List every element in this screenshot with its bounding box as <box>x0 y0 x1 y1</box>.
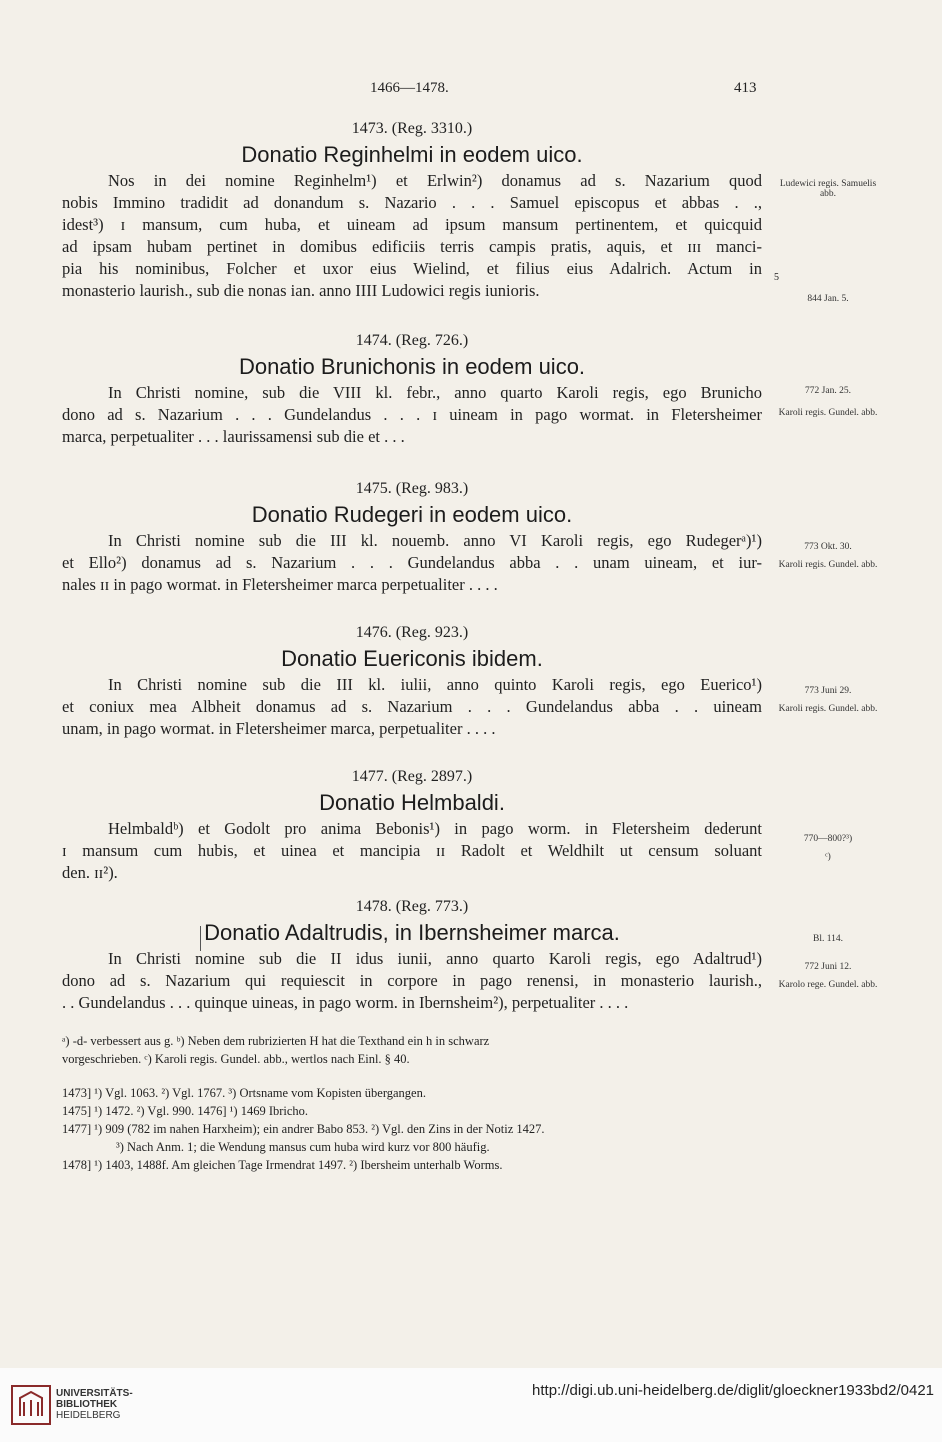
margin-note-date: 773 Juni 29. <box>804 686 852 696</box>
entry-title: Donatio Adaltrudis, in Ibernsheimer marca. <box>204 920 620 945</box>
source-url-link[interactable]: http://digi.ub.uni-heidelberg.de/diglit/gloeckner1933bd2/0421 <box>532 1382 934 1399</box>
entry-reg: 1477. (Reg. 2897.) <box>351 768 473 785</box>
entry-1473 <box>62 118 762 302</box>
entry-body <box>62 948 762 1014</box>
body-line: In Christi nomine, sub die VIII kl. febr., anno quarto Karoli regis, ego Brunicho <box>108 383 762 402</box>
entry-1476 <box>62 622 762 740</box>
body-line: ad ipsam hubam pertinet in domibus edificiis terris campis pratis, aquis, et ɪɪɪ manci- <box>62 237 762 256</box>
entry-reg: 1473. (Reg. 3310.) <box>351 120 473 137</box>
footnote-line: vorgeschrieben. ᶜ) Karoli regis. Gundel. abb., wertlos nach Einl. § 40. <box>62 1052 410 1066</box>
margin-note: Ludewici regis. Samuelis abb. <box>779 179 877 199</box>
entry-reg: 1478. (Reg. 773.) <box>355 898 469 915</box>
margin-note-date: 844 Jan. 5. <box>807 294 849 304</box>
body-line: unam, in pago wormat. in Fletersheimer marca, perpetualiter . . . . <box>62 719 496 738</box>
entry-body <box>62 382 762 448</box>
entry-body <box>62 530 762 596</box>
apparatus-notes <box>62 1032 762 1068</box>
commentary-notes <box>62 1084 762 1174</box>
entry-body <box>62 818 762 884</box>
entry-1474 <box>62 330 762 448</box>
body-line: den. ɪɪ²). <box>62 863 118 882</box>
library-name-line: BIBLIOTHEK <box>56 1399 118 1410</box>
line-number: 5 <box>774 272 779 283</box>
body-line: Helmbaldᵇ) et Godolt pro anima Bebonis¹) in pago worm. in Fletersheim dederunt <box>108 819 762 838</box>
footnote-line: ᵃ) -d- verbessert aus g. ᵇ) Neben dem rubrizierten H hat die Texthand ein h in schwarz <box>62 1034 490 1048</box>
margin-note-folio: Bl. 114. <box>813 934 843 944</box>
body-line: marca, perpetualiter . . . laurissamensi sub die et . . . <box>62 427 405 446</box>
body-line: In Christi nomine sub die III kl. nouemb. anno VI Karoli regis, ego Rudegerᵃ)¹) <box>108 531 762 550</box>
page-number: 413 <box>734 80 757 96</box>
body-line: idest³) ɪ mansum, cum huba, et uineam ad ipsum mansum pertinentem, et quicquid <box>62 215 762 234</box>
footnote-line: ³) Nach Anm. 1; die Wendung mansus cum huba wird kurz vor 800 häufig. <box>116 1140 490 1154</box>
body-line: et Ello²) donamus ad s. Nazarium . . . Gundelandus abba . . unam uineam, et iur- <box>62 553 762 572</box>
body-line: pia his nominibus, Folcher et uxor eius Wielind, et filius eius Adalrich. Actum in <box>62 259 762 278</box>
entry-title: Donatio Brunichonis in eodem uico. <box>238 354 586 379</box>
margin-note: Karoli regis. Gundel. abb. <box>778 704 878 714</box>
entry-title: Donatio Euericonis ibidem. <box>281 646 543 671</box>
margin-note-date: 772 Juni 12. <box>804 962 852 972</box>
entry-1475 <box>62 478 762 596</box>
margin-note: Karoli regis. Gundel. abb. <box>778 560 878 570</box>
digital-library-footer <box>0 1368 942 1442</box>
footnote-line: 1475] ¹) 1472. ²) Vgl. 990. 1476] ¹) 1469 Ibricho. <box>62 1104 309 1118</box>
margin-note-date: 770—800?³) <box>803 834 853 844</box>
body-line: et coniux mea Albheit donamus ad s. Nazarium . . . Gundelandus abba . . uineam <box>62 697 762 716</box>
entry-reg: 1476. (Reg. 923.) <box>355 624 469 641</box>
footnote-line: 1477] ¹) 909 (782 im nahen Harxheim); ein andrer Babo 853. ²) Vgl. den Zins in der Notiz 1427. <box>62 1122 545 1136</box>
body-line: In Christi nomine sub die III kl. iulii, anno quinto Karoli regis, ego Euerico¹) <box>108 675 762 694</box>
entry-title: Donatio Reginhelmi in eodem uico. <box>241 142 583 167</box>
body-line: nobis Immino tradidit ad donandum s. Nazario . . . Samuel episcopus et abbas . ., <box>62 193 762 212</box>
body-line: nales ɪɪ in pago wormat. in Fletersheimer marca perpetualiter . . . . <box>62 575 498 594</box>
body-line: monasterio laurish., sub die nonas ian. anno IIII Ludowici regis iunioris. <box>62 281 540 300</box>
entry-title: Donatio Helmbaldi. <box>319 790 505 815</box>
body-line: Nos in dei nomine Reginhelm¹) et Erlwin²) donamus ad s. Nazarium quod <box>108 171 762 190</box>
footnote-line: 1473] ¹) Vgl. 1063. ²) Vgl. 1767. ³) Ortsname vom Kopisten übergangen. <box>62 1086 426 1100</box>
body-line: dono ad s. Nazarium qui requiescit in corpore in pago renensi, in monasterio laurish., <box>62 971 762 990</box>
body-line: In Christi nomine sub die II idus iunii, anno quarto Karoli regis, ego Adaltrud¹) <box>108 949 762 968</box>
body-line: . . Gundelandus . . . quinque uineas, in pago worm. in Ibernsheim²), perpetualiter . . . . <box>62 993 629 1012</box>
entry-reg: 1474. (Reg. 726.) <box>355 332 469 349</box>
entry-1478 <box>62 896 762 1014</box>
entry-title: Donatio Rudegeri in eodem uico. <box>251 502 573 527</box>
entry-body <box>62 170 762 302</box>
body-line: ɪ mansum cum hubis, et uinea et mancipia ɪɪ Radolt et Weldhilt ut censum soluant <box>62 841 762 860</box>
library-name-line: UNIVERSITÄTS- <box>56 1388 133 1399</box>
margin-note-date: 773 Okt. 30. <box>804 542 852 552</box>
footnote-line: 1478] ¹) 1403, 1488f. Am gleichen Tage Irmendrat 1497. ²) Ibersheim unterhalb Worms. <box>62 1158 503 1172</box>
margin-note: ᶜ) <box>825 852 831 862</box>
body-line: dono ad s. Nazarium . . . Gundelandus . . . ɪ uineam in pago wormat. in Fletersheimer <box>62 405 762 424</box>
page-header-range: 1466—1478. <box>370 80 449 96</box>
entry-reg: 1475. (Reg. 983.) <box>355 480 469 497</box>
entry-1477 <box>62 766 762 884</box>
library-name <box>56 1388 133 1421</box>
entry-body <box>62 674 762 740</box>
library-logo-icon <box>10 1384 52 1426</box>
library-name-line: HEIDELBERG <box>56 1410 121 1421</box>
margin-note: Karolo rege. Gundel. abb. <box>778 980 878 990</box>
margin-note: Karoli regis. Gundel. abb. <box>778 408 878 418</box>
margin-note-date: 772 Jan. 25. <box>805 386 851 396</box>
